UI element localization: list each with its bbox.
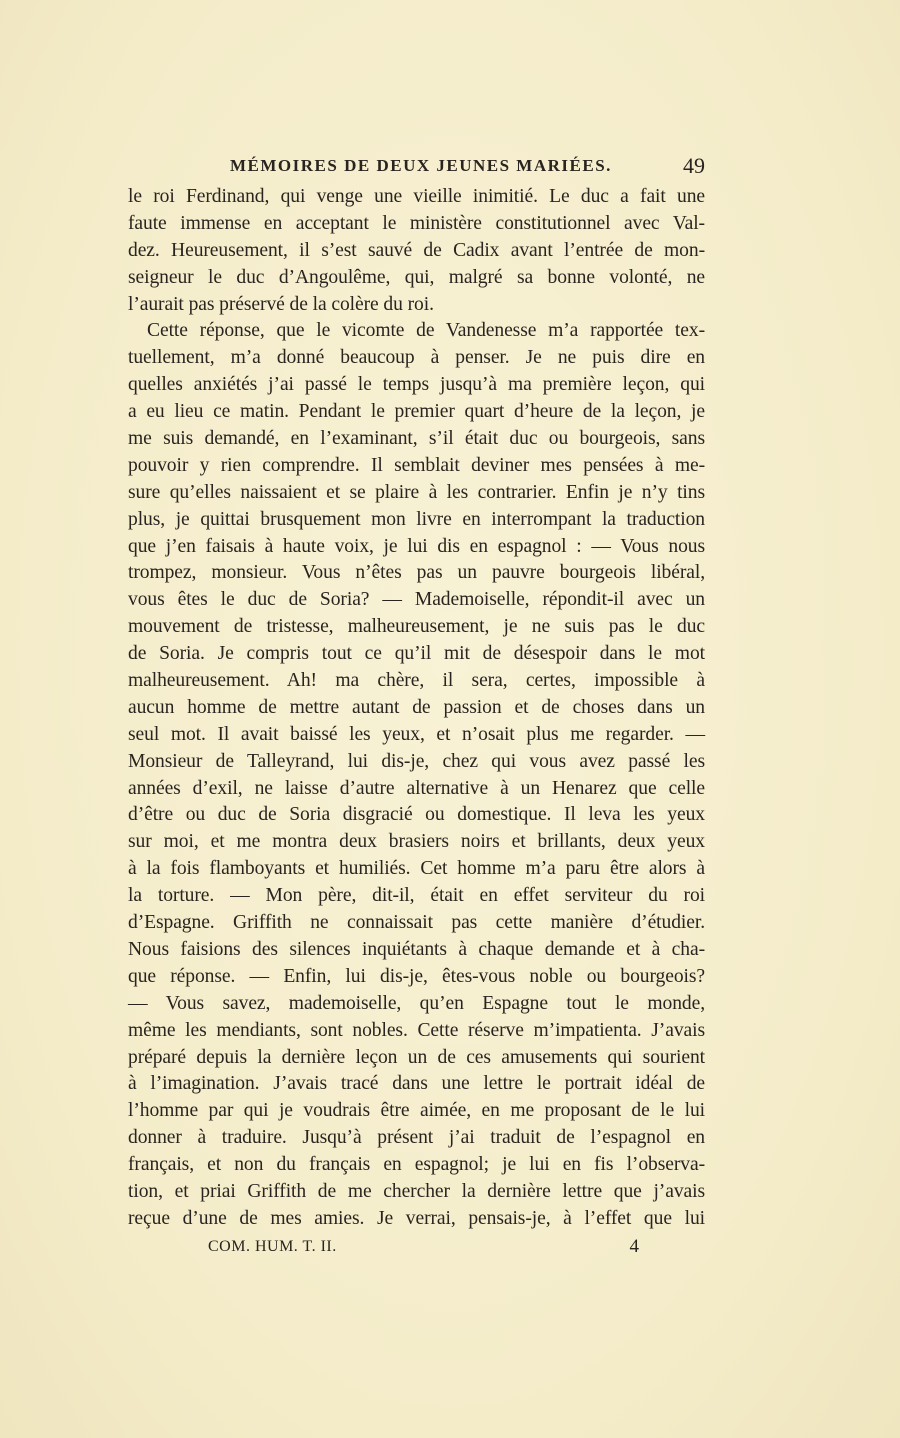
text-line: Monsieur de Talleyrand, lui dis-je, chez qui vous avez passé les (128, 750, 705, 772)
text-line: français, et non du français en espagnol; je lui en fis l’observa- (128, 1154, 705, 1176)
running-title: MÉMOIRES DE DEUX JEUNES MARIÉES. (230, 156, 612, 175)
page-footer (128, 1238, 705, 1264)
text-line: vous êtes le duc de Soria? — Mademoiselle, répondit-il avec un (128, 589, 705, 611)
signature-number: 4 (629, 1236, 639, 1257)
printer-signature: COM. HUM. T. II. (208, 1238, 337, 1255)
text-line: pouvoir y rien comprendre. Il semblait deviner mes pensées à me- (128, 454, 705, 476)
text-line: l’aurait pas préservé de la colère du roi. (128, 293, 434, 315)
text-line: a eu lieu ce matin. Pendant le premier quart d’heure de la leçon, je (128, 401, 705, 423)
text-line: seigneur le duc d’Angoulême, qui, malgré sa bonne volonté, ne (128, 266, 705, 288)
text-line: que j’en faisais à haute voix, je lui dis en espagnol : — Vous nous (128, 535, 705, 557)
text-line: seul mot. Il avait baissé les yeux, et n’osait plus me regarder. — (128, 723, 705, 745)
page-header (128, 153, 705, 184)
text-line: — Vous savez, mademoiselle, qu’en Espagne tout le monde, (128, 992, 705, 1014)
text-line: plus, je quittai brusquement mon livre en interrompant la traduction (128, 508, 705, 530)
text-line: Cette réponse, que le vicomte de Vandenesse m’a rapportée tex- (147, 320, 705, 342)
page-number: 49 (683, 153, 705, 178)
text-line: le roi Ferdinand, qui venge une vieille inimitié. Le duc a fait une (128, 186, 705, 207)
text-line: faute immense en acceptant le ministère constitutionnel avec Val- (128, 212, 705, 234)
text-line: la torture. — Mon père, dit-il, était en effet serviteur du roi (128, 885, 705, 907)
text-line: mouvement de tristesse, malheureusement, je ne suis pas le duc (128, 616, 705, 638)
text-line: l’homme par qui je voudrais être aimée, en me proposant de le lui (128, 1100, 705, 1122)
text-line: même les mendiants, sont nobles. Cette réserve m’impatienta. J’avais (128, 1019, 705, 1041)
text-line: quelles anxiétés j’ai passé le temps jusqu’à ma première leçon, qui (128, 374, 705, 396)
body-text (128, 184, 705, 1233)
text-line: reçue d’une de mes amies. Je verrai, pensais-je, à l’effet que lui (128, 1207, 705, 1229)
text-line: me suis demandé, en l’examinant, s’il était duc ou bourgeois, sans (128, 428, 705, 450)
text-line: à l’imagination. J’avais tracé dans une lettre le portrait idéal de (128, 1073, 705, 1095)
text-line: d’être ou duc de Soria disgracié ou domestique. Il leva les yeux (128, 804, 705, 826)
text-line: années d’exil, ne laisse d’autre alternative à un Henarez que celle (128, 777, 705, 799)
text-line: trompez, monsieur. Vous n’êtes pas un pauvre bourgeois libéral, (128, 562, 705, 584)
text-line: tuellement, m’a donné beaucoup à penser. Je ne puis dire en (128, 347, 705, 369)
text-line: sure qu’elles naissaient et se plaire à les contrarier. Enfin je n’y tins (128, 481, 705, 503)
text-line: aucun homme de mettre autant de passion et de choses dans un (128, 696, 705, 718)
text-line: dez. Heureusement, il s’est sauvé de Cadix avant l’entrée de mon- (128, 239, 705, 261)
text-line: malheureusement. Ah! ma chère, il sera, certes, impossible à (128, 670, 705, 692)
text-line: sur moi, et me montra deux brasiers noirs et brillants, deux yeux (128, 831, 705, 853)
text-line: tion, et priai Griffith de me chercher la dernière lettre que j’avais (128, 1180, 705, 1202)
text-line: Nous faisions des silences inquiétants à chaque demande et à cha- (128, 938, 705, 960)
text-line: donner à traduire. Jusqu’à présent j’ai traduit de l’espagnol en (128, 1127, 705, 1149)
text-line: de Soria. Je compris tout ce qu’il mit de désespoir dans le mot (128, 643, 705, 665)
text-line: que réponse. — Enfin, lui dis-je, êtes-vous noble ou bourgeois? (128, 965, 705, 987)
text-line: d’Espagne. Griffith ne connaissait pas cette manière d’étudier. (128, 912, 705, 934)
text-line: préparé depuis la dernière leçon un de ces amusements qui sourient (128, 1046, 705, 1068)
text-line: à la fois flamboyants et humiliés. Cet homme m’a paru être alors à (128, 858, 705, 880)
